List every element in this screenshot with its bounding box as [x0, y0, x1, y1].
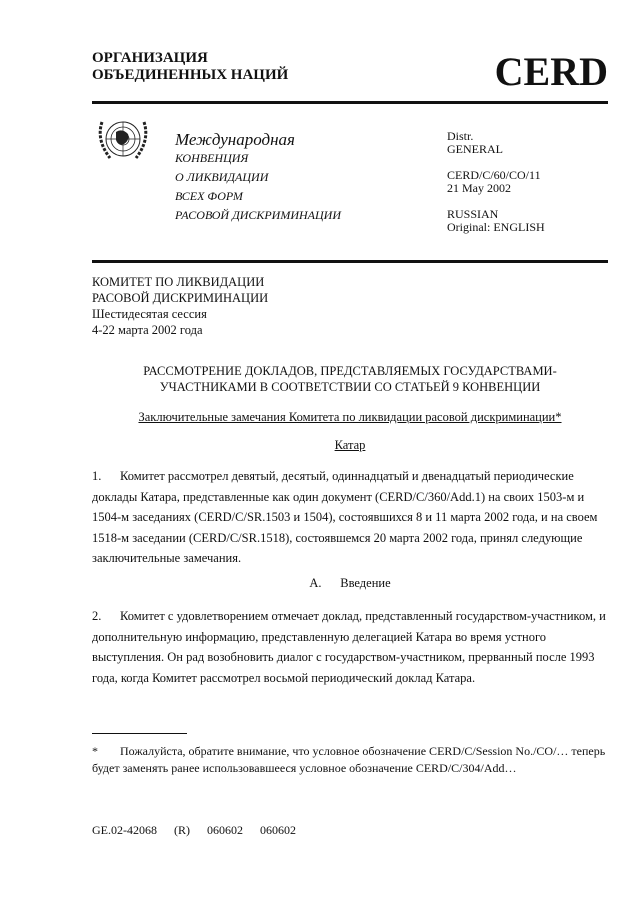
footer-date-1: 060602	[207, 823, 243, 837]
convention-line: О ЛИКВИДАЦИИ	[175, 170, 269, 184]
footnote-text: Пожалуйста, обратите внимание, что условное обозначение CERD/C/Session No./CO/… теперь будет заменять ранее использовавшееся условное обозначение CERD/C/304/Add…	[92, 744, 606, 775]
paragraph-text: Комитет с удовлетворением отмечает доклад, представленный государством-участником, и дополнительную информацию, представленную делегацией Катара во время устного выступления. Он рад возобновить диалог с государством-участником, прерванный после 1993 года, когда Комитет рассмотрел восьмой периодический доклад Катара.	[92, 609, 606, 685]
distr-value: GENERAL	[447, 142, 503, 156]
organization-name	[92, 50, 288, 84]
session-dates: 4-22 марта 2002 года	[92, 323, 203, 337]
convention-line: РАСОВОЙ ДИСКРИМИНАЦИИ	[175, 208, 342, 222]
subtitle-text: Заключительные замечания Комитета по ликвидации расовой дискриминации*	[138, 410, 562, 424]
convention-title	[175, 130, 341, 225]
doc-language: RUSSIAN	[447, 207, 499, 221]
org-line-1: ОРГАНИЗАЦИЯ	[92, 50, 208, 66]
doc-symbol: CERD/C/60/CO/11	[447, 168, 541, 182]
section-heading	[92, 576, 608, 591]
un-emblem-icon	[94, 112, 152, 167]
paragraph-number: 1.	[92, 469, 102, 483]
paragraph-1	[92, 466, 608, 569]
footer-date-2: 060602	[260, 823, 296, 837]
doc-original-language: Original: ENGLISH	[447, 220, 545, 234]
country-text: Катар	[334, 438, 366, 452]
distr-label: Distr.	[447, 129, 474, 143]
subtitle	[92, 410, 608, 425]
convention-line: Международная	[175, 130, 295, 149]
committee-line: РАСОВОЙ ДИСКРИМИНАЦИИ	[92, 291, 269, 305]
section-title: Введение	[340, 576, 391, 590]
document-metadata	[447, 130, 545, 234]
paragraph-number: 2.	[92, 609, 102, 623]
committee-block	[92, 274, 268, 338]
doc-date: 21 May 2002	[447, 181, 511, 195]
paragraph-2	[92, 606, 608, 688]
document-heading	[92, 363, 608, 395]
session-line: Шестидесятая сессия	[92, 307, 207, 321]
convention-line: КОНВЕНЦИЯ	[175, 151, 249, 165]
job-number: GE.02-42068	[92, 823, 157, 837]
metadata-divider	[92, 260, 608, 263]
country-heading	[92, 438, 608, 453]
org-line-2: ОБЪЕДИНЕННЫХ НАЦИЙ	[92, 67, 289, 83]
section-letter: A.	[309, 576, 322, 590]
heading-line: РАССМОТРЕНИЕ ДОКЛАДОВ, ПРЕДСТАВЛЯЕМЫХ ГОСУДАРСТВАМИ-	[143, 364, 557, 378]
header-divider	[92, 101, 608, 104]
paragraph-text: Комитет рассмотрел девятый, десятый, одиннадцатый и двенадцатый периодические доклады Катара, представленные как один документ (CERD/C/360/Add.1) на своих 1503-м и 1504-м заседаниях (CERD/C/SR.1503 и 1504), состоявшихся 8 и 11 марта 2002 года, и на своем 1518-м заседании (CERD/C/SR.1518), состоявшемся 20 марта 2002 года, принял следующие заключительные замечания.	[92, 469, 598, 565]
footnote-mark: *	[92, 744, 98, 758]
page-footer	[92, 823, 310, 838]
footnote	[92, 743, 608, 777]
convention-line: ВСЕХ ФОРМ	[175, 189, 243, 203]
footnote-divider	[92, 733, 187, 734]
heading-line: УЧАСТНИКАМИ В СООТВЕТСТВИИ СО СТАТЬЕЙ 9 КОНВЕНЦИИ	[159, 380, 541, 394]
document-symbol-large: CERD	[494, 49, 608, 94]
footer-language: (R)	[174, 823, 190, 837]
committee-line: КОМИТЕТ ПО ЛИКВИДАЦИИ	[92, 275, 265, 289]
